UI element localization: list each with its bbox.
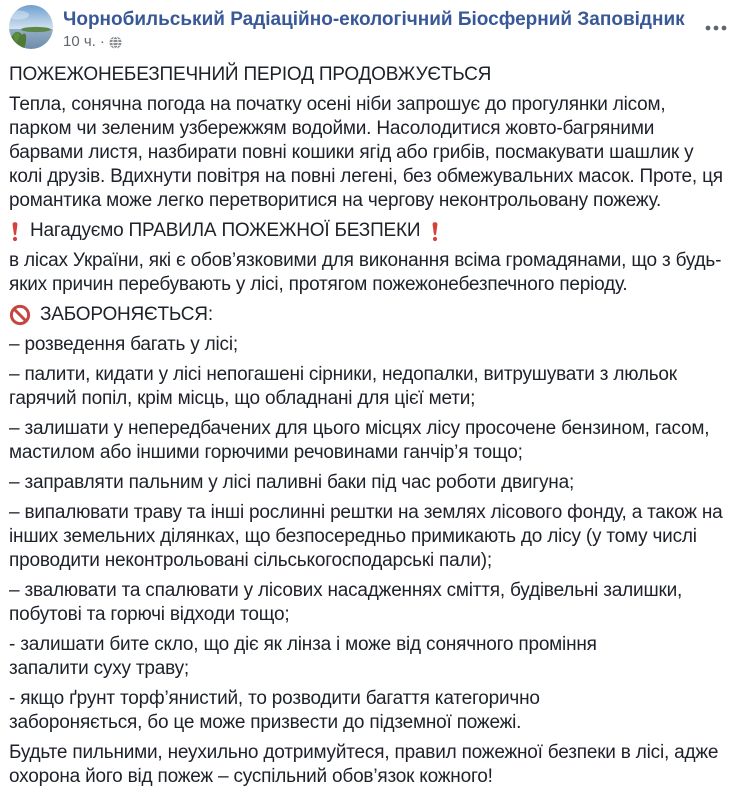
more-options-button[interactable] — [701, 11, 731, 42]
prohibited-item: – випалювати траву та інші рослинні рештки на землях лісового фонду, а також на інших земельних ділянках, що безпосередньо примикають до лісу (у тому числі проводити неконтрольовані сільськогосподарські пали); — [9, 502, 723, 571]
exclamation-icon — [9, 221, 21, 242]
meta-separator: · — [99, 33, 105, 50]
avatar-landscape-image — [9, 5, 53, 49]
exclamation-icon — [429, 221, 441, 242]
prohibited-heading-text: ЗАБОРОНЯЄТЬСЯ: — [40, 304, 213, 325]
prohibited-item: – звалювати та спалювати у лісових насадженнях сміття, будівельні залишки, побутові та горючі відходи тощо; — [9, 580, 683, 625]
prohibited-item: – розведення багать у лісі; — [9, 334, 238, 355]
globe-icon — [109, 36, 122, 49]
post-warning-line — [9, 219, 731, 243]
post-closing-paragraph: Будьте пильними, неухильно дотримуйтеся, правил пожежної безпеки в лісі, адже охорона його від пожеж – суспільний обов’язок кожного! — [9, 742, 719, 787]
prohibited-item: – залишати у непередбачених для цього місцях лісу просочене бензином, гасом, мастилом або іншими горючими речовинами ганчір’я тощо; — [9, 418, 710, 463]
prohibited-icon — [9, 304, 31, 326]
ellipsis-icon — [705, 25, 727, 31]
prohibited-heading-line — [9, 303, 731, 327]
post-meta — [63, 33, 685, 51]
warning-text: Нагадуємо ПРАВИЛА ПОЖЕЖНОЇ БЕЗПЕКИ — [30, 220, 421, 241]
post-timestamp[interactable]: 10 ч. — [63, 33, 96, 50]
page-avatar[interactable] — [9, 5, 53, 49]
header-info — [63, 5, 685, 51]
prohibited-item: – заправляти пальним у лісі паливні баки під час роботи двигуна; — [9, 472, 575, 493]
rules-applicability-paragraph: в лісах України, які є обов’язковими для виконання всіма громадянами, що з будь-яких причин перебувають у лісі, протягом пожежонебезпечного періоду. — [9, 250, 722, 295]
page-name-link[interactable]: Чорнобильський Радіаційно-екологічний Біосферний Заповідник — [63, 9, 685, 30]
post-intro-paragraph: Тепла, сонячна погода на початку осені ніби запрошує до прогулянки лісом, парком чи зеленим узбережжям водойми. Насолодитися жовто-багряними барвами листя, назбирати повні кошики ягід або грибів, посмакувати шашлик у колі друзів. Вдихнути повітря на повні легені, без обмежувальних масок. Проте, ця романтика може легко перетворитися на чергову неконтрольовану пожежу. — [9, 94, 723, 211]
post-title: ПОЖЕЖОНЕБЕЗПЕЧНИЙ ПЕРІОД ПРОДОВЖУЄТЬСЯ — [9, 64, 492, 85]
prohibited-item: - залишати бите скло, що діє як лінза і може від сонячного проміння запалити суху траву; — [9, 634, 597, 679]
prohibited-item: - якщо ґрунт торф’янистий, то розводити багаття категорично забороняється, бо це може призвести до підземної пожежі. — [9, 688, 540, 733]
post-body — [9, 63, 731, 789]
post-header — [9, 5, 731, 51]
prohibited-item: – палити, кидати у лісі непогашені сірники, недопалки, витрушувати з люльок гарячий попіл, крім місць, що обладнані для цієї мети; — [9, 364, 677, 409]
